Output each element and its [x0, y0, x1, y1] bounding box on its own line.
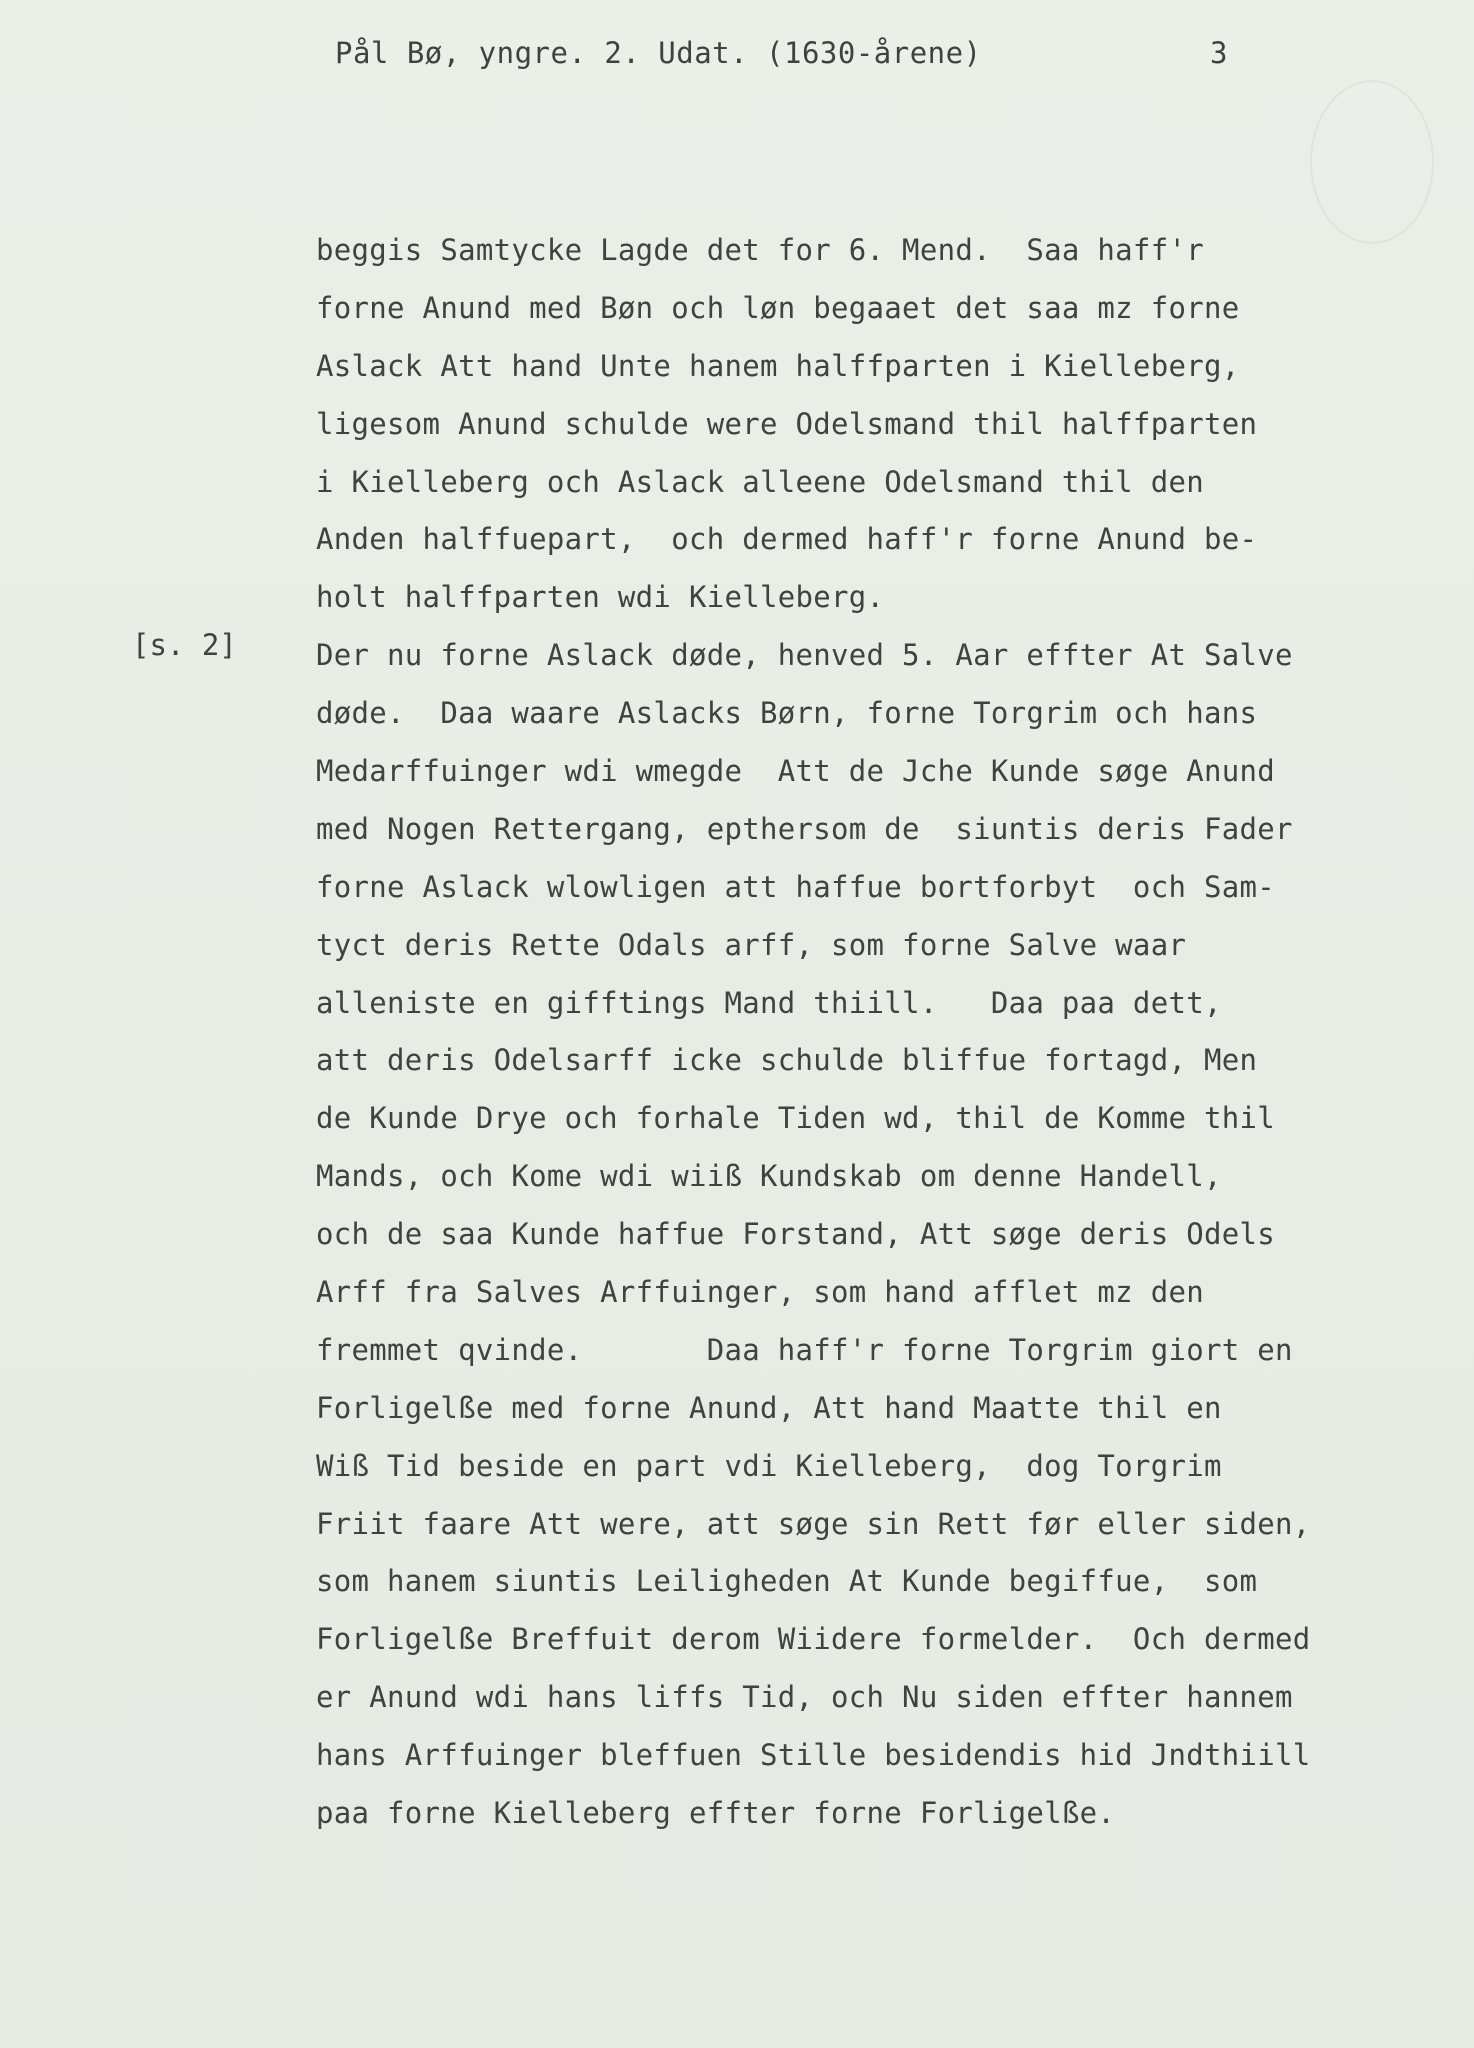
page-number: 3: [1210, 36, 1228, 70]
text-line: Arff fra Salves Arffuinger, som hand afflet mz den: [316, 1275, 1204, 1310]
text-line: Anden halffuepart, och dermed haff'r forne Anund be-: [316, 522, 1258, 557]
text-line: och de saa Kunde haffue Forstand, Att søge deris Odels: [316, 1217, 1276, 1252]
text-line: Medarffuinger wdi wmegde Att de Jche Kunde søge Anund: [316, 754, 1276, 789]
text-line: fremmet qvinde. Daa haff'r forne Torgrim giort en: [316, 1332, 1293, 1367]
text-line: som hanem siuntis Leiligheden At Kunde begiffue, som: [316, 1564, 1258, 1599]
text-line: er Anund wdi hans liffs Tid, och Nu siden effter hannem: [316, 1680, 1293, 1715]
text-line: Mands, och Kome wdi wiiß Kundskab om denne Handell,: [316, 1159, 1222, 1194]
text-line: døde. Daa waare Aslacks Børn, forne Torgrim och hans: [316, 696, 1258, 731]
text-line: Wiß Tid beside en part vdi Kielleberg, dog Torgrim: [316, 1448, 1222, 1483]
text-line: i Kielleberg och Aslack alleene Odelsmand thil den: [316, 464, 1204, 499]
faint-stamp-mark: [1310, 80, 1434, 244]
margin-note: [s. 2]: [132, 628, 237, 662]
text-line: holt halffparten wdi Kielleberg.: [316, 580, 885, 615]
text-line: Der nu forne Aslack døde, henved 5. Aar effter At Salve: [316, 638, 1293, 673]
text-line: forne Aslack wlowligen att haffue bortforbyt och Sam-: [316, 869, 1276, 904]
text-line: forne Anund med Bøn och løn begaaet det saa mz forne: [316, 290, 1240, 325]
text-line: med Nogen Rettergang, epthersom de siuntis deris Fader: [316, 811, 1293, 846]
text-line: ligesom Anund schulde were Odelsmand thil halffparten: [316, 406, 1258, 441]
text-line: de Kunde Drye och forhale Tiden wd, thil de Komme thil: [316, 1101, 1276, 1136]
text-line: hans Arffuinger bleffuen Stille besidendis hid Jndthiill: [316, 1738, 1311, 1773]
text-line: Friit faare Att were, att søge sin Rett før eller siden,: [316, 1506, 1311, 1541]
text-line: Aslack Att hand Unte hanem halffparten i Kielleberg,: [316, 348, 1240, 383]
text-line: Forligelße med forne Anund, Att hand Maatte thil en: [316, 1390, 1222, 1425]
page-header: Pål Bø, yngre. 2. Udat. (1630-årene): [335, 36, 982, 70]
text-line: paa forne Kielleberg effter forne Forligelße.: [316, 1796, 1116, 1831]
text-line: Forligelße Breffuit derom Wiidere formelder. Och dermed: [316, 1622, 1311, 1657]
text-line: att deris Odelsarff icke schulde bliffue fortagd, Men: [316, 1043, 1258, 1078]
body-text: [316, 222, 1336, 1843]
text-line: alleniste en gifftings Mand thiill. Daa paa dett,: [316, 985, 1222, 1020]
text-line: beggis Samtycke Lagde det for 6. Mend. Saa haff'r: [316, 233, 1204, 267]
text-line: tyct deris Rette Odals arff, som forne Salve waar: [316, 927, 1187, 962]
